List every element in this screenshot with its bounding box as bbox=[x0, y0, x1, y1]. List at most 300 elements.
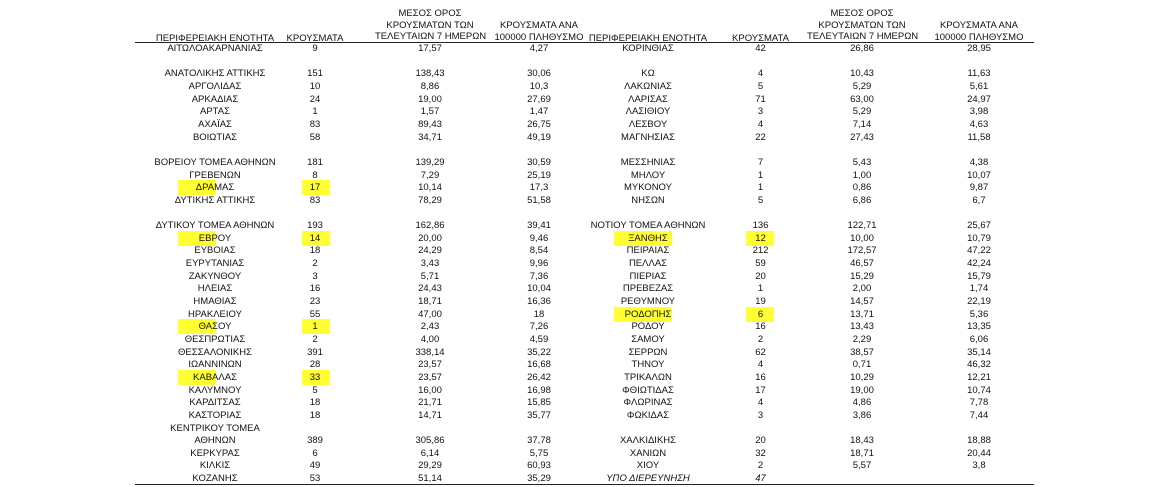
r-per100k-text: 18,88 bbox=[967, 435, 991, 447]
l-avg7-text: 6,14 bbox=[420, 447, 440, 459]
l-avg7-text: 138,43 bbox=[415, 68, 445, 80]
r-cases-text: 12 bbox=[755, 232, 766, 244]
r-cases-cell bbox=[723, 334, 798, 346]
r-avg7-cell bbox=[807, 410, 917, 422]
r-cases-text: 3 bbox=[757, 106, 764, 118]
r-avg7-cell bbox=[807, 347, 917, 359]
l-per100k-text: 7,26 bbox=[529, 321, 549, 333]
l-cases-cell bbox=[280, 106, 350, 118]
l-per100k-text: 7,36 bbox=[529, 270, 549, 282]
r-avg7-text: 10,43 bbox=[850, 68, 874, 80]
r-name-cell bbox=[583, 119, 713, 131]
l-per100k-cell bbox=[485, 43, 593, 55]
l-name-cell bbox=[136, 132, 294, 144]
r-per100k-cell bbox=[925, 195, 1033, 207]
l-cases-text: 391 bbox=[307, 346, 323, 358]
bottom-rule bbox=[135, 484, 1034, 485]
l-avg7-cell bbox=[375, 359, 485, 371]
r-cases-text: 4 bbox=[757, 118, 764, 130]
header-per100k-right bbox=[925, 20, 1033, 43]
r-per100k-cell bbox=[925, 220, 1033, 232]
r-cases-cell bbox=[723, 195, 798, 207]
l-avg7-cell bbox=[375, 81, 485, 93]
r-avg7-text: 7,14 bbox=[852, 118, 872, 130]
r-avg7-text: 10,29 bbox=[850, 371, 874, 383]
l-cases-cell bbox=[280, 43, 350, 55]
l-avg7-cell bbox=[375, 283, 485, 295]
table-row bbox=[0, 258, 1157, 270]
r-cases-cell bbox=[723, 372, 798, 384]
r-avg7-text: 10,00 bbox=[850, 232, 874, 244]
r-per100k-text: 11,58 bbox=[967, 131, 991, 143]
l-avg7-cell bbox=[375, 132, 485, 144]
r-per100k-cell bbox=[925, 372, 1033, 384]
l-avg7-text: 338,14 bbox=[415, 346, 445, 358]
r-cases-text: 17 bbox=[755, 384, 766, 396]
l-name-cell bbox=[136, 94, 294, 106]
l-cases-cell bbox=[280, 385, 350, 397]
r-avg7-text: 4,86 bbox=[852, 397, 872, 409]
l-cases-text: 10 bbox=[309, 80, 321, 92]
l-avg7-cell bbox=[375, 410, 485, 422]
r-name-cell bbox=[583, 271, 713, 283]
r-cases-text: 32 bbox=[755, 447, 766, 459]
r-name-text: ΜΕΣΣΗΝΙΑΣ bbox=[620, 156, 676, 168]
l-avg7-cell bbox=[375, 245, 485, 257]
l-avg7-cell bbox=[375, 448, 485, 460]
l-cases-cell bbox=[280, 460, 350, 472]
l-per100k-cell bbox=[485, 309, 593, 321]
r-cases-cell bbox=[723, 283, 798, 295]
r-per100k-cell bbox=[925, 435, 1033, 447]
l-avg7-text: 24,43 bbox=[418, 283, 442, 295]
header-region-text: ΠΕΡΙΦΕΡΕΙΑΚΗ ΕΝΟΤΗΤΑ bbox=[588, 33, 708, 44]
r-avg7-cell bbox=[807, 182, 917, 194]
r-per100k-text: 4,38 bbox=[969, 156, 989, 168]
l-per100k-text: 16,98 bbox=[527, 384, 551, 396]
r-cases-cell bbox=[723, 309, 798, 321]
l-name-text: ΔΡΑΜΑΣ bbox=[195, 182, 235, 194]
l-avg7-cell bbox=[375, 309, 485, 321]
r-avg7-cell bbox=[807, 43, 917, 55]
l-avg7-text: 8,86 bbox=[420, 80, 440, 92]
r-name-cell bbox=[583, 170, 713, 182]
r-cases-cell bbox=[723, 410, 798, 422]
r-per100k-cell bbox=[925, 68, 1033, 80]
r-avg7-text: 46,57 bbox=[850, 258, 874, 270]
l-cases-text: 2 bbox=[312, 258, 318, 270]
r-name-cell bbox=[583, 397, 713, 409]
l-per100k-cell bbox=[485, 334, 593, 346]
r-cases-text: 22 bbox=[755, 131, 766, 143]
l-per100k-text: 16,36 bbox=[527, 296, 551, 307]
l-per100k-cell bbox=[485, 132, 593, 144]
l-cases-text: 17 bbox=[309, 182, 321, 194]
r-name-cell bbox=[583, 309, 713, 321]
l-name-cell bbox=[136, 334, 294, 346]
r-name-text: ΝΗΣΩΝ bbox=[631, 194, 665, 206]
l-avg7-text: 14,71 bbox=[418, 409, 442, 421]
r-per100k-text: 6,7 bbox=[972, 194, 986, 206]
l-name-text: ΑΝΑΤΟΛΙΚΗΣ ΑΤΤΙΚΗΣ bbox=[164, 68, 266, 80]
r-per100k-cell bbox=[925, 271, 1033, 283]
l-name-text: ΘΕΣΠΡΩΤΙΑΣ bbox=[184, 333, 246, 345]
r-cases-cell bbox=[723, 68, 798, 80]
l-avg7-text: 21,71 bbox=[418, 397, 442, 409]
l-name-text: ΚΕΝΤΡΙΚΟΥ ΤΟΜΕΑ bbox=[170, 422, 260, 434]
r-per100k-text: 10,79 bbox=[967, 232, 991, 244]
l-avg7-cell bbox=[375, 106, 485, 118]
table-row bbox=[0, 460, 1157, 472]
r-per100k-text: 1,74 bbox=[969, 283, 989, 295]
r-name-text: ΥΠΟ ΔΙΕΡΕΥΝΗΣΗ bbox=[606, 473, 690, 485]
r-avg7-cell bbox=[807, 94, 917, 106]
r-per100k-text: 6,06 bbox=[969, 333, 989, 345]
l-name-cell bbox=[136, 68, 294, 80]
r-per100k-text: 5,36 bbox=[969, 308, 989, 320]
l-per100k-cell bbox=[485, 233, 593, 245]
r-cases-cell bbox=[723, 220, 798, 232]
l-name-cell bbox=[136, 397, 294, 409]
l-per100k-cell bbox=[485, 460, 593, 472]
l-name-cell bbox=[136, 182, 294, 194]
r-cases-text: 1 bbox=[757, 169, 764, 181]
r-per100k-text: 10,07 bbox=[967, 169, 991, 181]
header-avg-line1: ΜΕΣΟΣ ΟΡΟΣ bbox=[398, 8, 462, 19]
table-row bbox=[0, 397, 1157, 409]
l-avg7-cell bbox=[375, 460, 485, 472]
l-per100k-cell bbox=[485, 435, 593, 447]
r-avg7-text: 18,43 bbox=[850, 435, 874, 447]
l-per100k-text: 5,75 bbox=[529, 447, 549, 459]
r-cases-cell bbox=[723, 132, 798, 144]
table-row bbox=[0, 347, 1157, 359]
r-cases-text: 4 bbox=[757, 68, 764, 80]
r-name-cell bbox=[583, 233, 713, 245]
l-cases-cell bbox=[280, 233, 350, 245]
r-per100k-cell bbox=[925, 132, 1033, 144]
l-per100k-text: 9,46 bbox=[529, 232, 549, 244]
r-per100k-text: 11,63 bbox=[967, 68, 991, 80]
l-cases-cell bbox=[280, 195, 350, 207]
r-cases-text: 212 bbox=[752, 245, 769, 257]
l-name-cell bbox=[136, 359, 294, 371]
l-per100k-cell bbox=[485, 397, 593, 409]
l-per100k-text: 4,27 bbox=[529, 43, 549, 54]
r-name-text: ΠΕΙΡΑΙΑΣ bbox=[626, 245, 670, 257]
r-avg7-text: 122,71 bbox=[847, 220, 877, 232]
l-cases-text: 28 bbox=[309, 359, 321, 371]
r-per100k-cell bbox=[925, 182, 1033, 194]
l-name-cell bbox=[136, 321, 294, 333]
l-cases-text: 1 bbox=[312, 321, 318, 333]
header-cases-text: ΚΡΟΥΣΜΑΤΑ bbox=[286, 33, 344, 44]
l-cases-text: 18 bbox=[309, 397, 321, 409]
r-avg7-text: 63,00 bbox=[850, 93, 874, 105]
r-cases-cell bbox=[723, 321, 798, 333]
r-name-cell bbox=[583, 321, 713, 333]
r-per100k-text: 5,61 bbox=[969, 80, 989, 92]
r-avg7-cell bbox=[807, 233, 917, 245]
r-avg7-cell bbox=[807, 157, 917, 169]
r-avg7-cell bbox=[807, 220, 917, 232]
table-row bbox=[0, 56, 1157, 68]
r-per100k-cell bbox=[925, 245, 1033, 257]
r-per100k-cell bbox=[925, 106, 1033, 118]
r-per100k-cell bbox=[925, 119, 1033, 131]
r-name-text: ΚΟΡΙΝΘΙΑΣ bbox=[622, 43, 674, 54]
r-avg7-cell bbox=[807, 195, 917, 207]
r-per100k-text: 13,35 bbox=[967, 321, 991, 333]
r-cases-cell bbox=[723, 170, 798, 182]
l-cases-cell bbox=[280, 372, 350, 384]
r-cases-text: 47 bbox=[755, 473, 766, 485]
r-avg7-text: 3,86 bbox=[852, 409, 872, 421]
r-cases-text: 62 bbox=[755, 346, 766, 358]
r-cases-cell bbox=[723, 359, 798, 371]
r-cases-text: 1 bbox=[757, 182, 764, 194]
r-cases-text: 42 bbox=[755, 43, 766, 54]
r-per100k-cell bbox=[925, 296, 1033, 308]
table-row bbox=[0, 207, 1157, 219]
l-name-text: ΚΙΛΚΙΣ bbox=[199, 460, 231, 472]
table-row bbox=[0, 334, 1157, 346]
r-cases-cell bbox=[723, 245, 798, 257]
r-avg7-text: 0,71 bbox=[852, 359, 872, 371]
l-cases-cell bbox=[280, 157, 350, 169]
l-per100k-cell bbox=[485, 119, 593, 131]
l-name-text: ΑΡΤΑΣ bbox=[200, 106, 230, 118]
l-cases-text: 49 bbox=[309, 460, 321, 472]
l-per100k-cell bbox=[485, 157, 593, 169]
table-row bbox=[0, 435, 1157, 447]
r-name-cell bbox=[583, 132, 713, 144]
l-avg7-text: 51,14 bbox=[418, 473, 442, 485]
l-per100k-text: 35,22 bbox=[527, 346, 551, 358]
r-per100k-text: 7,78 bbox=[969, 397, 989, 409]
l-name-cell bbox=[136, 170, 294, 182]
l-cases-text: 18 bbox=[309, 409, 321, 421]
r-avg7-cell bbox=[807, 68, 917, 80]
r-avg7-cell bbox=[807, 258, 917, 270]
r-per100k-text: 3,8 bbox=[972, 460, 986, 472]
r-per100k-cell bbox=[925, 321, 1033, 333]
l-name-cell bbox=[136, 271, 294, 283]
l-cases-cell bbox=[280, 296, 350, 308]
r-per100k-cell bbox=[925, 309, 1033, 321]
r-per100k-text: 24,97 bbox=[967, 93, 991, 105]
l-avg7-text: 10,14 bbox=[418, 182, 442, 194]
r-cases-cell bbox=[723, 296, 798, 308]
r-per100k-cell bbox=[925, 170, 1033, 182]
l-per100k-cell bbox=[485, 220, 593, 232]
l-name-text: ΖΑΚΥΝΘΟΥ bbox=[188, 270, 242, 282]
l-avg7-text: 305,86 bbox=[415, 435, 445, 447]
r-per100k-text: 35,14 bbox=[967, 346, 991, 358]
l-per100k-cell bbox=[485, 321, 593, 333]
header-avg-line2: ΚΡΟΥΣΜΑΤΩΝ ΤΩΝ bbox=[386, 19, 474, 31]
l-per100k-cell bbox=[485, 372, 593, 384]
l-cases-cell bbox=[280, 271, 350, 283]
r-cases-cell bbox=[723, 81, 798, 93]
r-name-text: ΜΑΓΝΗΣΙΑΣ bbox=[621, 131, 675, 143]
l-per100k-text: 51,58 bbox=[527, 194, 551, 206]
l-per100k-text: 26,42 bbox=[527, 371, 551, 383]
r-name-text: ΝΟΤΙΟΥ ΤΟΜΕΑ ΑΘΗΝΩΝ bbox=[590, 220, 706, 232]
table-row bbox=[0, 170, 1157, 182]
l-avg7-cell bbox=[375, 258, 485, 270]
l-per100k-text: 10,3 bbox=[529, 80, 549, 92]
l-avg7-text: 5,71 bbox=[420, 270, 440, 282]
l-avg7-text: 78,29 bbox=[418, 194, 442, 206]
r-avg7-text: 13,43 bbox=[850, 321, 874, 333]
r-name-text: ΦΛΩΡΙΝΑΣ bbox=[623, 397, 673, 409]
l-avg7-text: 16,00 bbox=[418, 384, 442, 396]
l-cases-cell bbox=[280, 397, 350, 409]
table-row bbox=[0, 296, 1157, 308]
table-row bbox=[0, 233, 1157, 245]
l-name-cell bbox=[136, 385, 294, 397]
r-name-cell bbox=[583, 372, 713, 384]
r-cases-cell bbox=[723, 233, 798, 245]
r-name-text: ΣΕΡΡΩΝ bbox=[628, 346, 668, 358]
r-per100k-text: 3,98 bbox=[969, 106, 989, 118]
r-cases-cell bbox=[723, 385, 798, 397]
r-avg7-cell bbox=[807, 321, 917, 333]
l-name-text: ΓΡΕΒΕΝΩΝ bbox=[189, 169, 241, 181]
r-name-cell bbox=[583, 435, 713, 447]
l-name-text: ΚΟΖΑΝΗΣ bbox=[192, 473, 238, 485]
l-per100k-cell bbox=[485, 94, 593, 106]
table-row bbox=[0, 385, 1157, 397]
r-name-cell bbox=[583, 283, 713, 295]
r-per100k-text: 20,44 bbox=[967, 447, 991, 459]
r-cases-text: 7 bbox=[757, 156, 764, 168]
r-cases-cell bbox=[723, 157, 798, 169]
l-name-text: ΗΡΑΚΛΕΙΟΥ bbox=[188, 308, 242, 320]
r-name-text: ΞΑΝΘΗΣ bbox=[628, 232, 668, 244]
header-per100k-left bbox=[485, 20, 593, 43]
l-avg7-text: 47,00 bbox=[418, 308, 442, 320]
l-avg7-cell bbox=[375, 182, 485, 194]
l-per100k-text: 37,78 bbox=[527, 435, 551, 447]
r-name-text: ΦΘΙΩΤΙΔΑΣ bbox=[622, 384, 674, 396]
table-row bbox=[0, 195, 1157, 207]
r-name-cell bbox=[583, 359, 713, 371]
r-name-cell bbox=[583, 195, 713, 207]
l-per100k-cell bbox=[485, 106, 593, 118]
r-per100k-cell bbox=[925, 43, 1033, 55]
table-row bbox=[0, 423, 1157, 435]
r-name-text: ΤΡΙΚΑΛΩΝ bbox=[624, 371, 672, 383]
l-name-text: ΘΑΣΟΥ bbox=[198, 321, 232, 333]
r-avg7-text: 38,57 bbox=[850, 346, 874, 358]
r-avg7-text: 15,29 bbox=[850, 270, 874, 282]
r-per100k-cell bbox=[925, 233, 1033, 245]
l-name-cell bbox=[136, 296, 294, 308]
l-per100k-cell bbox=[485, 385, 593, 397]
r-per100k-cell bbox=[925, 157, 1033, 169]
l-cases-cell bbox=[280, 258, 350, 270]
l-name-text: ΚΕΡΚΥΡΑΣ bbox=[190, 447, 240, 459]
l-name-cell bbox=[136, 435, 294, 447]
l-cases-text: 24 bbox=[309, 93, 321, 105]
r-per100k-text: 25,67 bbox=[967, 220, 991, 232]
r-avg7-cell bbox=[807, 119, 917, 131]
l-cases-text: 53 bbox=[309, 473, 321, 485]
r-name-cell bbox=[583, 460, 713, 472]
r-avg7-text: 13,71 bbox=[850, 308, 874, 320]
header-per100k-line1: ΚΡΟΥΣΜΑΤΑ ΑΝΑ bbox=[939, 20, 1019, 31]
r-cases-text: 5 bbox=[757, 194, 764, 206]
l-cases-text: 9 bbox=[312, 43, 318, 54]
table-row bbox=[0, 309, 1157, 321]
l-per100k-text: 25,19 bbox=[527, 169, 551, 181]
r-cases-text: 2 bbox=[757, 333, 764, 345]
r-name-text: ΠΕΛΛΑΣ bbox=[628, 258, 668, 270]
r-per100k-cell bbox=[925, 460, 1033, 472]
r-per100k-cell bbox=[925, 283, 1033, 295]
r-name-cell bbox=[583, 182, 713, 194]
l-avg7-text: 19,00 bbox=[418, 93, 442, 105]
r-name-cell bbox=[583, 448, 713, 460]
l-avg7-cell bbox=[375, 397, 485, 409]
l-name-cell bbox=[136, 119, 294, 131]
r-name-text: ΛΑΡΙΣΑΣ bbox=[628, 93, 668, 105]
l-avg7-text: 23,57 bbox=[418, 359, 442, 371]
r-avg7-cell bbox=[807, 309, 917, 321]
l-cases-cell bbox=[280, 347, 350, 359]
l-per100k-cell bbox=[485, 170, 593, 182]
l-per100k-text: 60,93 bbox=[527, 460, 551, 472]
l-name-text: ΙΩΑΝΝΙΝΩΝ bbox=[188, 359, 242, 371]
r-name-text: ΛΑΚΩΝΙΑΣ bbox=[624, 80, 672, 92]
r-avg7-cell bbox=[807, 283, 917, 295]
r-name-cell bbox=[583, 410, 713, 422]
l-cases-cell bbox=[280, 321, 350, 333]
r-cases-text: 3 bbox=[757, 409, 764, 421]
r-per100k-cell bbox=[925, 94, 1033, 106]
l-name-text: ΗΛΕΙΑΣ bbox=[197, 283, 233, 295]
l-avg7-text: 3,43 bbox=[420, 258, 440, 270]
r-name-cell bbox=[583, 334, 713, 346]
r-name-cell bbox=[583, 245, 713, 257]
l-cases-text: 18 bbox=[309, 245, 321, 257]
l-cases-cell bbox=[280, 182, 350, 194]
table-row bbox=[0, 43, 1157, 55]
r-cases-cell bbox=[723, 106, 798, 118]
header-avg7-right bbox=[807, 8, 917, 43]
l-avg7-cell bbox=[375, 233, 485, 245]
l-name-text: ΑΙΤΩΛΟΑΚΑΡΝΑΝΙΑΣ bbox=[167, 43, 263, 54]
r-name-text: ΠΙΕΡΙΑΣ bbox=[629, 270, 667, 282]
header-avg7-left bbox=[375, 8, 485, 43]
r-avg7-text: 26,86 bbox=[850, 43, 874, 54]
l-avg7-cell bbox=[375, 94, 485, 106]
r-name-cell bbox=[583, 81, 713, 93]
r-name-cell bbox=[583, 258, 713, 270]
r-per100k-text: 47,22 bbox=[967, 245, 991, 257]
r-name-text: ΤΗΝΟΥ bbox=[631, 359, 665, 371]
l-cases-text: 8 bbox=[312, 169, 318, 181]
l-name-cell bbox=[136, 423, 294, 435]
header-per100k-line2: 100000 ΠΛΗΘΥΣΜΟ bbox=[494, 31, 584, 43]
header-cases-text: ΚΡΟΥΣΜΑΤΑ bbox=[732, 33, 789, 44]
l-cases-text: 23 bbox=[309, 296, 321, 307]
l-avg7-cell bbox=[375, 321, 485, 333]
r-cases-text: 4 bbox=[757, 397, 764, 409]
r-per100k-cell bbox=[925, 448, 1033, 460]
